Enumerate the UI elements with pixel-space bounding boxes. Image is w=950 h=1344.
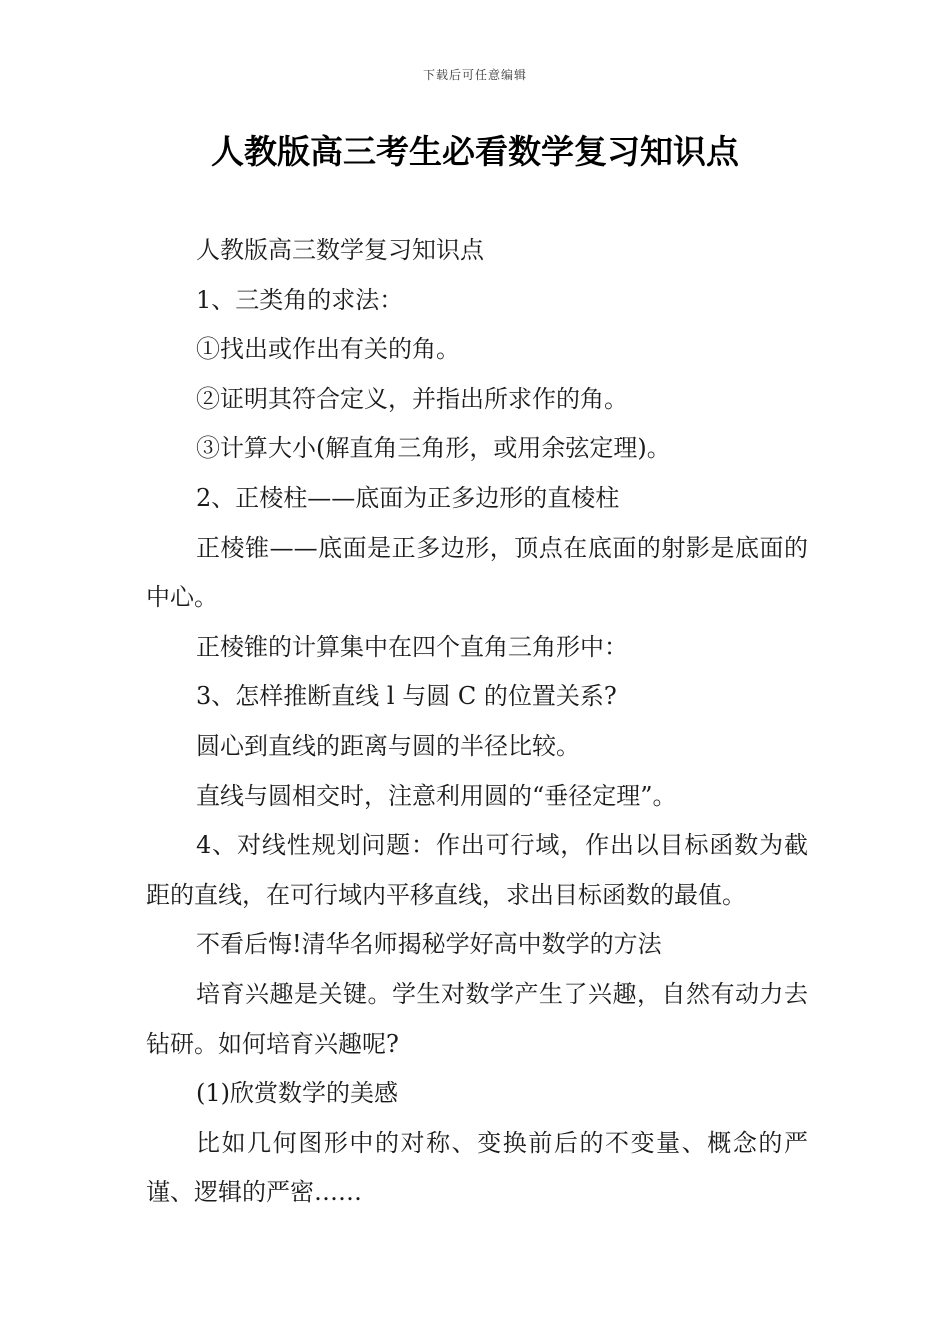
paragraph-item-2: 2、正棱柱——底面为正多边形的直棱柱 (196, 483, 620, 512)
paragraph-examples: 比如几何图形中的对称、变换前后的不变量、概念的严谨、逻辑的严密…… (146, 1128, 808, 1207)
paragraph-distance-compare: 圆心到直线的距离与圆的半径比较。 (196, 731, 580, 760)
paragraph-subtitle: 人教版高三数学复习知识点 (196, 236, 484, 264)
paragraph-item-4: 4、对线性规划问题：作出可行域，作出以目标函数为截距的直线，在可行域内平移直线，求出目标函数的最值。 (146, 831, 808, 909)
paragraph-chord-theorem: 直线与圆相交时，注意利用圆的“垂径定理”。 (196, 781, 677, 810)
header-note: 下载后可任意编辑 (422, 68, 527, 82)
document-title: 人教版高三考生必看数学复习知识点 (211, 132, 739, 171)
paragraph-pyramid-calculation: 正棱锥的计算集中在四个直角三角形中： (196, 632, 628, 661)
paragraph-pyramid-definition: 正棱锥——底面是正多边形，顶点在底面的射影是底面的中心。 (146, 533, 808, 612)
paragraph-sub-item-1: (1)欣赏数学的美感 (196, 1079, 398, 1108)
document-body (146, 226, 808, 1218)
paragraph-step-1: ①找出或作出有关的角。 (196, 335, 460, 364)
paragraph-item-1: 1、三类角的求法： (196, 285, 404, 314)
paragraph-item-3: 3、怎样推断直线 l 与圆 C 的位置关系? (196, 682, 617, 711)
paragraph-interest: 培育兴趣是关键。学生对数学产生了兴趣，自然有动力去钻研。如何培育兴趣呢? (146, 979, 808, 1058)
paragraph-step-2: ②证明其符合定义，并指出所求作的角。 (196, 384, 628, 413)
paragraph-section-heading: 不看后悔!清华名师揭秘学好高中数学的方法 (196, 930, 662, 959)
paragraph-step-3: ③计算大小(解直角三角形，或用余弦定理)。 (196, 434, 671, 463)
